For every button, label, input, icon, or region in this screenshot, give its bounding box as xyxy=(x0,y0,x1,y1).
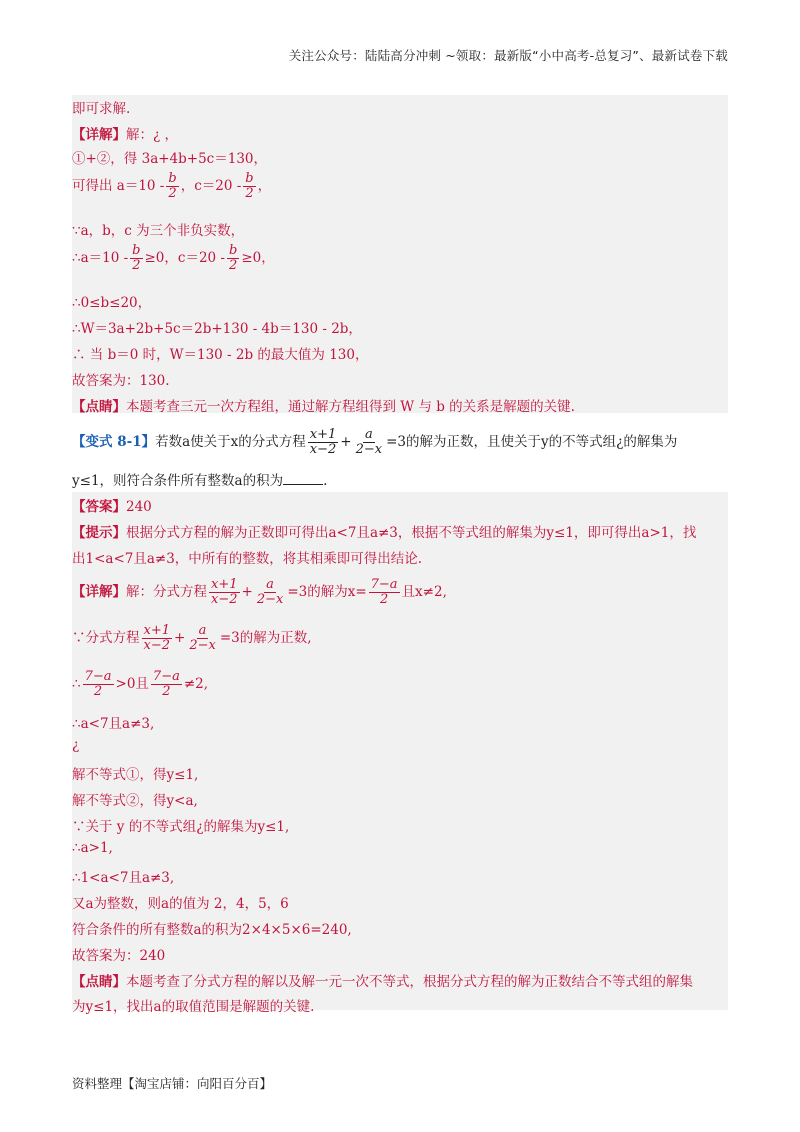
hint-text-1: 根据分式方程的解为正数即可得出a<7且a≠3，根据不等式组的解集为y≤1，即可得出a>1，找 xyxy=(126,525,697,541)
d1-b: =3的解为x= xyxy=(287,584,367,600)
answer-value: 240 xyxy=(126,499,152,515)
frac-den: x−2 xyxy=(309,442,337,457)
frac-num: 7−a xyxy=(370,577,398,592)
solution1-line-9: ∴ 当 b＝0 时，W＝130 - 2b 的最大值为 130， xyxy=(72,347,369,363)
answer-line xyxy=(72,495,152,515)
frac-num: a xyxy=(364,427,373,442)
l6-c: ≥0， xyxy=(241,250,275,266)
comment-tag: 【点睛】 xyxy=(72,399,126,415)
l6-b: ≥0，c＝20 - xyxy=(144,250,225,266)
d1-c: 且x≠2, xyxy=(401,584,447,600)
fraction-7-minus-a xyxy=(151,670,182,699)
frac-num: x+1 xyxy=(309,427,337,442)
frac-den: 2 xyxy=(168,186,177,201)
d3-a: ∴ xyxy=(72,676,81,692)
detail-line-11: 又a为整数，则a的值为 2，4，5，6 xyxy=(72,896,289,912)
detail-line-2 xyxy=(72,624,312,653)
hint-line-1 xyxy=(72,521,696,541)
solution1-line-10: 故答案为：130. xyxy=(72,373,170,389)
solution1-line-1: 即可求解. xyxy=(72,101,131,117)
fraction-x-plus-1 xyxy=(142,624,173,653)
frac-den: 2 xyxy=(245,186,254,201)
solution1-line-4 xyxy=(72,172,271,201)
detail-line-9: ∴a>1, xyxy=(72,840,113,856)
l4-b: ，c＝20 - xyxy=(180,178,242,194)
frac-den: x−2 xyxy=(143,638,170,653)
detail-line-4: ∴a<7且a≠3, xyxy=(72,716,155,732)
frac-den: 2−x xyxy=(256,592,284,607)
frac-den: 2 xyxy=(93,684,103,699)
fraction-x-plus-1 xyxy=(209,578,240,607)
frac-den: 2−x xyxy=(355,442,383,457)
fraction-a-over xyxy=(354,428,385,457)
d3-b: >0且 xyxy=(115,676,149,692)
frac-num: x+1 xyxy=(211,577,238,592)
detail-line-10: ∴1<a<7且a≠3, xyxy=(72,870,175,886)
answer-blank xyxy=(283,472,323,485)
problem-text-a: 若数a使关于x的分式方程 xyxy=(155,434,306,450)
frac-den: 2 xyxy=(379,592,389,607)
detail-tag: 【详解】 xyxy=(72,127,126,143)
page-header: 关注公众号：陆陆高分冲刺 ~领取：最新版“小中高考-总复习”、最新试卷下载 xyxy=(288,48,728,63)
fraction-b-over-2 xyxy=(243,172,255,201)
hint-line-2: 出1<a<7且a≠3，中所有的整数，将其相乘即可得出结论. xyxy=(72,551,423,567)
frac-num: b xyxy=(229,243,238,258)
page-footer: 资料整理【淘宝店铺：向阳百分百】 xyxy=(72,1076,273,1091)
problem-text-b: =3的解为正数，且使关于y的不等式组¿的解集为 xyxy=(386,434,678,450)
detail-line-1 xyxy=(72,578,447,607)
frac-den: 2 xyxy=(162,684,171,699)
answer-tag: 【答案】 xyxy=(72,499,126,515)
frac-den: 2−x xyxy=(189,638,216,653)
frac-num: b xyxy=(245,171,254,186)
solution1-line-7: ∴0≤b≤20， xyxy=(72,295,152,311)
solution1-line-2-text: 解：¿ ， xyxy=(126,127,179,143)
problem-end: . xyxy=(323,473,328,489)
solution1-line-2 xyxy=(72,123,178,143)
fraction-b-over-2 xyxy=(227,244,239,273)
comment-text: 本题考查三元一次方程组，通过解方程组得到 W 与 b 的关系是解题的关键. xyxy=(126,399,575,415)
frac-num: b xyxy=(132,243,141,258)
comment-text: 本题考查了分式方程的解以及解一元一次不等式，根据分式方程的解为正数结合不等式组的解集 xyxy=(126,974,693,990)
d3-c: ≠2, xyxy=(183,676,209,692)
problem-line-2 xyxy=(72,469,327,489)
problem-text-c: y≤1，则符合条件所有整数a的积为 xyxy=(72,473,284,489)
comment-tag: 【点睛】 xyxy=(72,974,126,990)
detail-line-6: 解不等式①，得y≤1, xyxy=(72,767,199,783)
frac-num: b xyxy=(168,171,177,186)
hint-tag: 【提示】 xyxy=(72,525,126,541)
l6-a: ∴a＝10 - xyxy=(72,250,129,266)
solution1-line-5: ∵a，b，c 为三个非负实数， xyxy=(72,223,245,239)
fraction-b-over-2 xyxy=(166,172,178,201)
detail-line-12: 符合条件的所有整数a的积为2×4×5×6=240, xyxy=(72,922,352,938)
frac-num: 7−a xyxy=(84,669,112,684)
plus-sign: + xyxy=(174,630,186,646)
frac-num: 7−a xyxy=(152,669,180,684)
detail-line-7: 解不等式②，得y<a, xyxy=(72,793,198,809)
frac-den: 2 xyxy=(132,258,141,273)
detail-line-3 xyxy=(72,670,208,699)
fraction-a-over xyxy=(255,578,286,607)
solution1-line-8: ∴W＝3a+2b+5c＝2b+130 - 4b＝130 - 2b， xyxy=(72,321,362,337)
detail-line-13: 故答案为：240 xyxy=(72,948,166,964)
fraction-7-minus-a xyxy=(83,670,114,699)
frac-num: a xyxy=(266,577,274,592)
frac-num: a xyxy=(198,623,207,638)
fraction-x-plus-1 xyxy=(308,428,339,457)
frac-num: x+1 xyxy=(143,623,170,638)
frac-den: 2 xyxy=(229,258,238,273)
detail-line-5: ¿ xyxy=(72,737,80,753)
detail-line-14 xyxy=(72,970,693,990)
fraction-a-over xyxy=(187,624,218,653)
problem-line-1 xyxy=(72,428,677,457)
detail-tag: 【详解】 xyxy=(72,584,126,600)
solution1-line-6 xyxy=(72,244,275,273)
problem-tag: 【变式 8-1】 xyxy=(72,434,156,450)
frac-den: x−2 xyxy=(211,592,238,607)
d2-b: =3的解为正数, xyxy=(219,630,312,646)
fraction-7-minus-a xyxy=(369,578,400,607)
detail-line-15: 为y≤1，找出a的取值范围是解题的关键. xyxy=(72,999,315,1015)
d2-a: ∵分式方程 xyxy=(72,630,140,646)
detail-line-8: ∵关于 y 的不等式组¿的解集为y≤1, xyxy=(72,819,290,835)
plus-sign: + xyxy=(340,434,352,450)
d1-a: 解：分式方程 xyxy=(126,584,207,600)
fraction-b-over-2 xyxy=(130,244,142,273)
solution1-line-3: ①+②，得 3a+4b+5c＝130， xyxy=(72,151,268,167)
l4-a: 可得出 a＝10 - xyxy=(72,178,165,194)
l4-c: ， xyxy=(257,178,272,194)
plus-sign: + xyxy=(241,584,253,600)
solution1-line-11 xyxy=(72,395,575,415)
